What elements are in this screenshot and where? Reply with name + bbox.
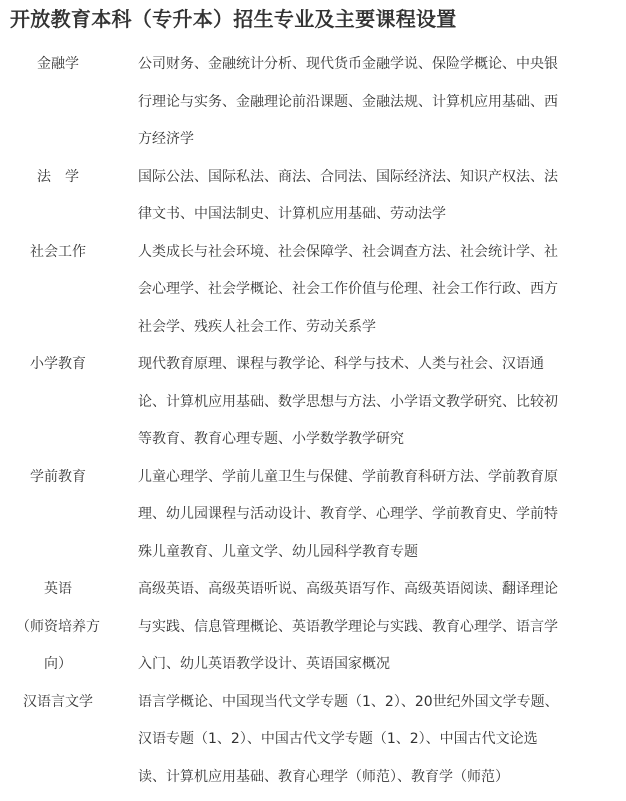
major-courses: 高级英语、高级英语听说、高级英语写作、高级英语阅读、翻译理论与实践、信息管理概论、英语教学理论与实践、教育心理学、语言学入门、幼儿英语教学设计、英语国家概况 [138, 581, 558, 672]
major-row-primary-education [10, 346, 562, 459]
major-name: 汉语言文学 [23, 693, 93, 710]
major-row-law [10, 159, 562, 234]
major-courses: 儿童心理学、学前儿童卫生与保健、学前教育科研方法、学前教育原理、幼儿园课程与活动设计、教育学、心理学、学前教育史、学前特殊儿童教育、儿童文学、幼儿园科学教育专题 [138, 468, 558, 560]
majors-table [10, 46, 562, 796]
major-row-finance [10, 46, 562, 159]
major-courses: 人类成长与社会环境、社会保障学、社会调查方法、社会统计学、社会心理学、社会学概论、社会工作价值与伦理、社会工作行政、西方社会学、残疾人社会工作、劳动关系学 [138, 243, 558, 335]
major-row-preschool-education [10, 459, 562, 572]
major-name: 金融学 [37, 56, 79, 72]
major-name: 学前教育 [30, 468, 86, 485]
major-name: 法 学 [37, 168, 79, 185]
major-row-chinese-literature [10, 684, 562, 797]
major-courses: 国际公法、国际私法、商法、合同法、国际经济法、知识产权法、法律文书、中国法制史、计算机应用基础、劳动法学 [138, 168, 558, 222]
major-name: 社会工作 [30, 243, 86, 260]
major-name-main: 英语 [44, 581, 72, 597]
major-row-social-work [10, 234, 562, 347]
major-name-direction: （师资培养方向） [16, 618, 100, 672]
major-name: 小学教育 [30, 356, 86, 372]
page-title: 开放教育本科（专升本）招生专业及主要课程设置 [10, 7, 457, 31]
major-row-english [10, 571, 562, 684]
major-courses: 现代教育原理、课程与教学论、科学与技术、人类与社会、汉语通论、计算机应用基础、数学思想与方法、小学语文教学研究、比较初等教育、教育心理专题、小学数学教学研究 [138, 356, 558, 447]
major-courses: 语言学概论、中国现当代文学专题（1、2）、20世纪外国文学专题、汉语专题（1、2）、中国古代文学专题（1、2）、中国古代文论选读、计算机应用基础、教育心理学（师范）、教育学（师范） [138, 693, 559, 785]
major-courses: 公司财务、金融统计分析、现代货币金融学说、保险学概论、中央银行理论与实务、金融理论前沿课题、金融法规、计算机应用基础、西方经济学 [138, 56, 558, 147]
major-name [10, 571, 106, 684]
